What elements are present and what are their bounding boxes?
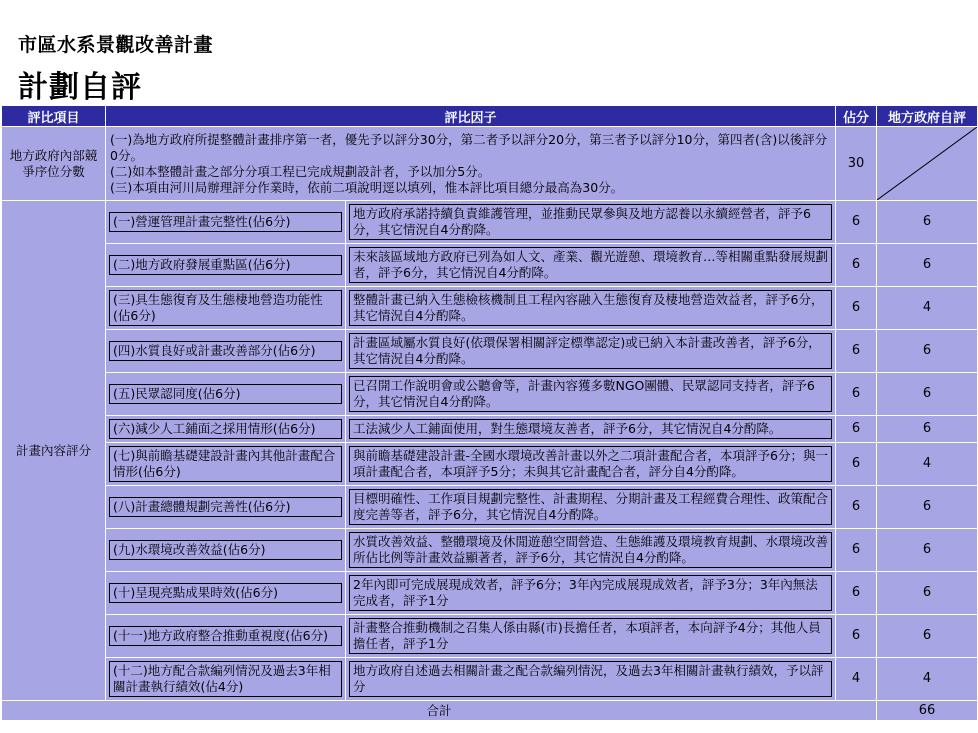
criterion-description: 地方政府承諾持續負責維護管理，並推動民眾參與及地方認養以永續經營者，評予6分，其它情況自4分酌降。: [349, 204, 832, 240]
criterion-description-cell: [346, 443, 836, 486]
table-row: [2, 373, 978, 416]
total-value: 66: [877, 701, 978, 721]
criterion-score: 6: [836, 529, 877, 572]
criterion-name: (八)計畫總體規劃完善性(佔6分): [109, 497, 342, 517]
evaluation-table: [1, 105, 978, 721]
table-row: [2, 615, 978, 658]
table-row: [2, 287, 978, 330]
section1-factor-line-1: (一)為地方政府所提整體計畫排序第一者，優先予以評分30分，第二者予以評分20分，第三者予以評分10分，第四者(含)以後評分0分。: [110, 131, 828, 163]
criterion-self-score: 4: [877, 658, 978, 701]
table-row: [2, 416, 978, 443]
criterion-description-cell: [346, 244, 836, 287]
criterion-description: 計畫整合推動機制之召集人係由縣(市)長擔任者，本項評者，本向評予4分；其他人員擔任者，評予1分: [349, 618, 832, 654]
criterion-description: 整體計畫已納入生態檢核機制且工程內容融入生態復育及棲地營造效益者，評予6分，其它情況自4分酌降。: [349, 290, 832, 326]
criterion-name: (十二)地方配合款編列情況及過去3年相關計畫執行績效(佔4分): [109, 661, 342, 697]
criterion-score: 6: [836, 416, 877, 443]
criterion-score: 6: [836, 201, 877, 244]
criterion-score: 6: [836, 443, 877, 486]
criterion-score: 6: [836, 244, 877, 287]
section1-score: 30: [836, 127, 877, 201]
criterion-description-cell: [346, 201, 836, 244]
table-header-row: [2, 106, 978, 127]
criterion-self-score: 6: [877, 615, 978, 658]
criterion-self-score: 6: [877, 330, 978, 373]
table-row: [2, 330, 978, 373]
section1-self-diagonal: [877, 127, 978, 201]
header-score: 佔分: [836, 106, 877, 127]
table-row: [2, 486, 978, 529]
criterion-self-score: 6: [877, 244, 978, 287]
criterion-name-cell: [106, 416, 346, 443]
criterion-name-cell: [106, 443, 346, 486]
table-row: [2, 443, 978, 486]
criterion-name: (二)地方政府發展重點區(佔6分): [109, 255, 342, 275]
criterion-name: (十)呈現亮點成果時效(佔6分): [109, 583, 342, 603]
criterion-self-score: 6: [877, 486, 978, 529]
criterion-name-cell: [106, 529, 346, 572]
criterion-description-cell: [346, 615, 836, 658]
criterion-self-score: 6: [877, 529, 978, 572]
criterion-score: 6: [836, 486, 877, 529]
criterion-name: (七)與前瞻基礎建設計畫內其他計畫配合情形(佔6分): [109, 446, 342, 482]
criterion-description-cell: [346, 330, 836, 373]
criterion-description: 已召開工作說明會或公聽會等，計畫內容獲多數NGO團體、民眾認同支持者，評予6分，其它情況自4分酌降。: [349, 376, 832, 412]
criterion-description-cell: [346, 486, 836, 529]
criterion-name-cell: [106, 330, 346, 373]
criterion-description-cell: [346, 529, 836, 572]
header-item: 評比項目: [2, 106, 106, 127]
header-self-evaluation: 地方政府自評: [877, 106, 978, 127]
criterion-self-score: 4: [877, 287, 978, 330]
section1-factor-line-2: (二)如本整體計畫之部分分項工程已完成規劃設計者，予以加分5分。: [110, 163, 491, 179]
table-row: [2, 201, 978, 244]
criterion-description-cell: [346, 572, 836, 615]
criterion-description: 與前瞻基礎建設計畫-全國水環境改善計畫以外之二項計畫配合者，本項評予6分；與一項計畫配合者，本項評予5分；未與其它計畫配合者，評分自4分酌降。: [349, 446, 832, 482]
criterion-name-cell: [106, 287, 346, 330]
criterion-self-score: 4: [877, 443, 978, 486]
criterion-score: 6: [836, 373, 877, 416]
table-row: [2, 658, 978, 701]
criterion-name: (十一)地方政府整合推動重視度(佔6分): [109, 626, 342, 646]
criterion-self-score: 6: [877, 572, 978, 615]
document-subtitle: 市區水系景觀改善計畫: [18, 34, 214, 56]
criterion-description: 地方政府自述過去相關計畫之配合款編列情況，及過去3年相關計畫執行績效，予以評分: [349, 661, 832, 697]
criterion-description: 水質改善效益、整體環境及休閒遊憩空間營造、生態維護及環境教育規劃、水環境改善所佔比例等計畫效益顯著者，評予6分，其它情況自4分酌降。: [349, 532, 832, 568]
criterion-description-cell: [346, 416, 836, 443]
criterion-self-score: 6: [877, 373, 978, 416]
criterion-score: 6: [836, 572, 877, 615]
section1-row: [2, 127, 978, 201]
criterion-name-cell: [106, 201, 346, 244]
criterion-name: (三)具生態復育及生態棲地營造功能性(佔6分): [109, 290, 342, 326]
header-factor: 評比因子: [106, 106, 836, 127]
diagonal-line: [877, 127, 977, 200]
criterion-name-cell: [106, 572, 346, 615]
section1-factor: [106, 127, 836, 201]
criterion-name-cell: [106, 244, 346, 287]
table-row: [2, 244, 978, 287]
criterion-description: 工法減少人工鋪面使用，對生態環境友善者，評予6分，其它情況自4分酌降。: [349, 419, 832, 439]
criterion-name: (五)民眾認同度(佔6分): [109, 384, 342, 404]
criterion-name-cell: [106, 373, 346, 416]
total-label: 合計: [2, 701, 877, 721]
table-row: [2, 529, 978, 572]
criterion-name: (一)營運管理計畫完整性(佔6分): [109, 212, 342, 232]
table-row: [2, 572, 978, 615]
criterion-score: 6: [836, 615, 877, 658]
criterion-score: 6: [836, 330, 877, 373]
criterion-description: 計畫區域屬水質良好(依環保署相關評定標準認定)或已納入本計畫改善者，評予6分，其它情況自4分酌降。: [349, 333, 832, 369]
section1-factor-line-3: (三)本項由河川局辦理評分作業時，依前二項說明逕以填列，惟本評比項目總分最高為30分。: [110, 179, 624, 195]
criterion-description: 目標明確性、工作項目規劃完整性、計畫期程、分期計畫及工程經費合理性、政策配合度完善等者，評予6分，其它情況自4分酌降。: [349, 489, 832, 525]
criterion-score: 6: [836, 287, 877, 330]
criterion-description-cell: [346, 658, 836, 701]
criterion-description: 未來該區域地方政府已列為如人文、產業、觀光遊憩、環境教育…等相關重點發展規劃者，評予6分，其它情況自4分酌降。: [349, 247, 832, 283]
criterion-name-cell: [106, 615, 346, 658]
criterion-name-cell: [106, 658, 346, 701]
page-title: 計劃自評: [18, 70, 142, 105]
criterion-name: (九)水環境改善效益(佔6分): [109, 540, 342, 560]
criterion-self-score: 6: [877, 201, 978, 244]
section1-category: 地方政府內部競爭序位分數: [2, 127, 106, 201]
criterion-description-cell: [346, 373, 836, 416]
criterion-name-cell: [106, 486, 346, 529]
criterion-name: (六)減少人工鋪面之採用情形(佔6分): [109, 419, 342, 439]
section2-category: 計畫內容評分: [2, 201, 106, 701]
criterion-description-cell: [346, 287, 836, 330]
total-row: [2, 701, 978, 721]
criterion-description: 2年內即可完成展現成效者，評予6分；3年內完成展現成效者，評予3分；3年內無法完成者，評予1分: [349, 575, 832, 611]
criterion-name: (四)水質良好或計畫改善部分(佔6分): [109, 341, 342, 361]
criterion-score: 4: [836, 658, 877, 701]
criterion-self-score: 6: [877, 416, 978, 443]
